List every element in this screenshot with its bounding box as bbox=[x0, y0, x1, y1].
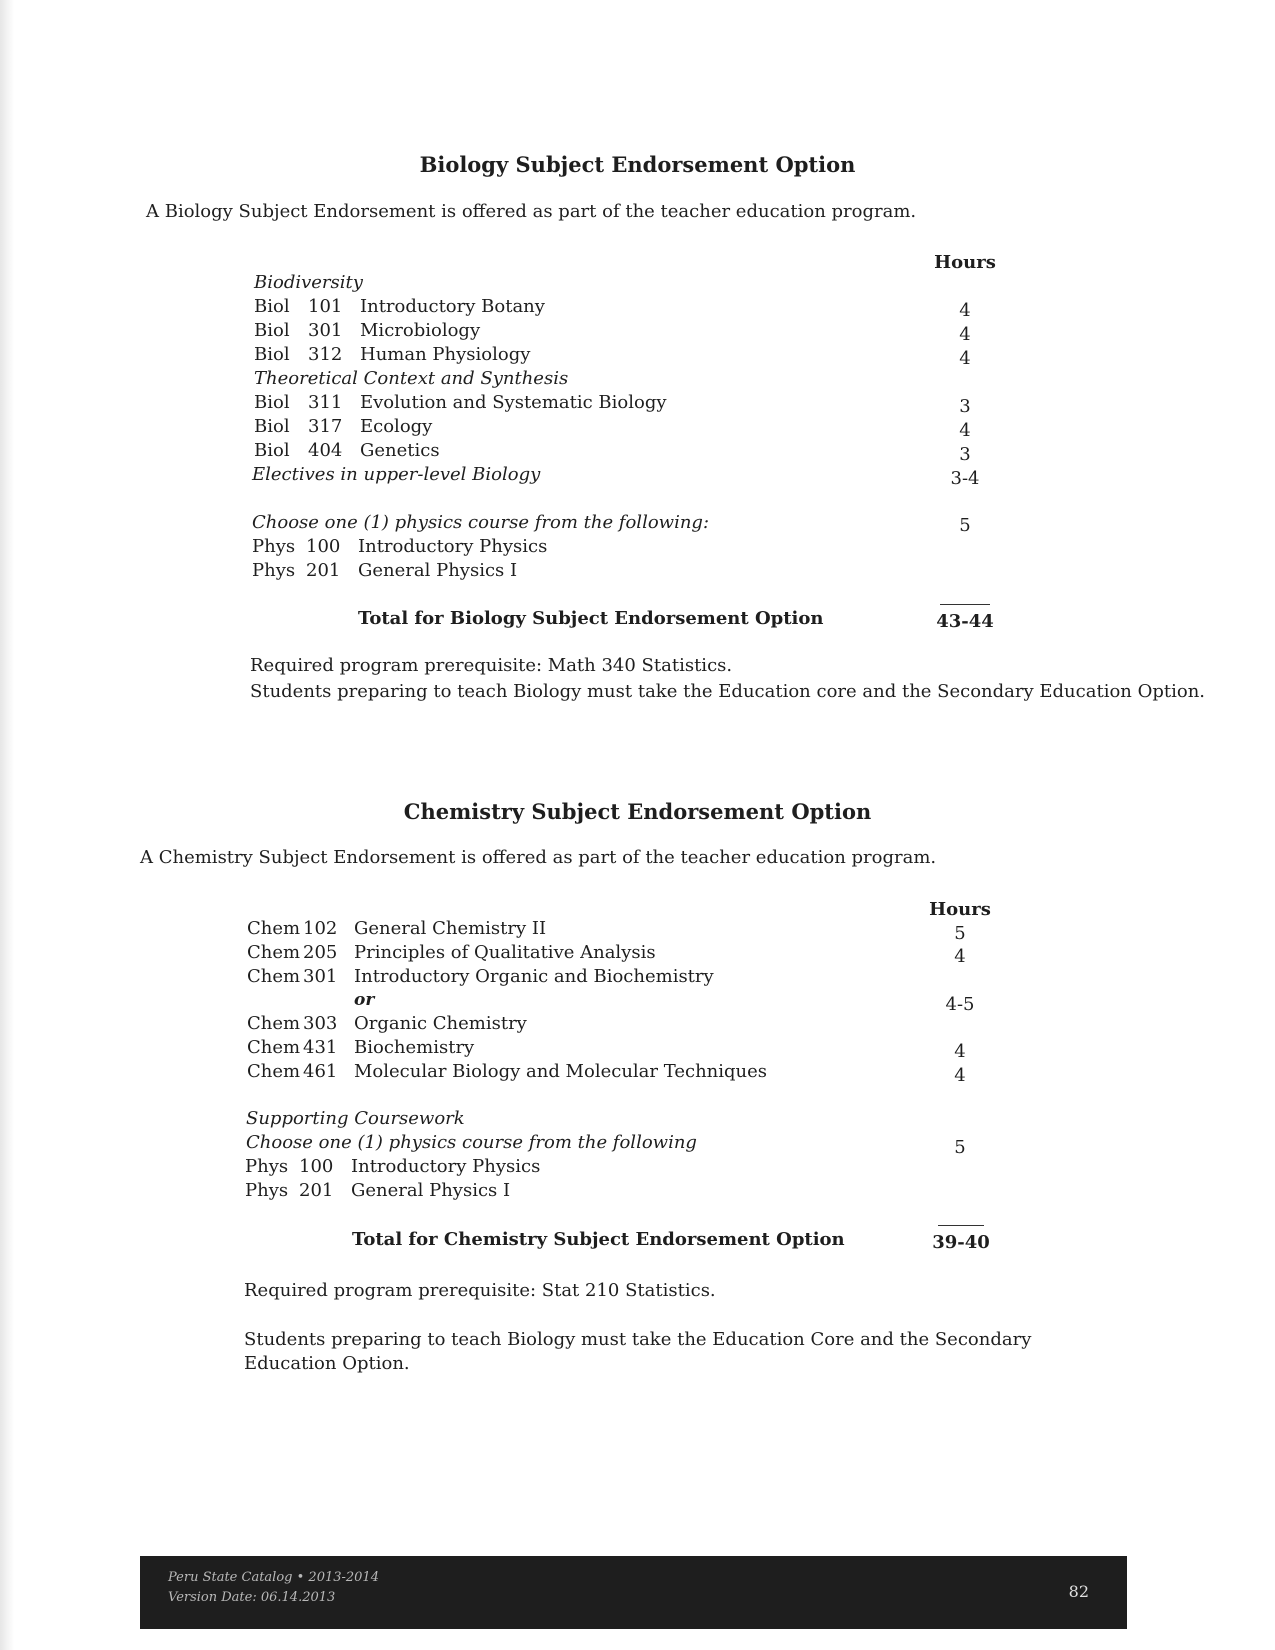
course-dept: Phys bbox=[245, 1156, 289, 1177]
total-rule bbox=[940, 604, 990, 605]
course-hours: 3 bbox=[959, 396, 971, 417]
course-dept: Biol bbox=[254, 440, 290, 461]
course-name: Biochemistry bbox=[354, 1037, 475, 1058]
course-dept: Biol bbox=[254, 344, 290, 365]
course-number: 205 bbox=[303, 942, 338, 963]
course-dept: Phys bbox=[245, 1180, 289, 1201]
course-hours: 4 bbox=[954, 1041, 966, 1062]
course-number: 303 bbox=[303, 1013, 338, 1034]
biology-electives: Electives in upper-level Biology bbox=[252, 464, 541, 485]
course-number: 102 bbox=[303, 918, 338, 939]
course-dept: Phys bbox=[252, 536, 296, 557]
chemistry-title: Chemistry Subject Endorsement Option bbox=[403, 799, 872, 824]
course-number: 201 bbox=[306, 560, 341, 581]
course-name: Microbiology bbox=[360, 320, 481, 341]
course-hours: 5 bbox=[954, 923, 966, 944]
chemistry-choose-physics: Choose one (1) physics course from the following bbox=[246, 1132, 697, 1153]
course-hours: 4 bbox=[959, 324, 971, 345]
course-number: 404 bbox=[308, 440, 343, 461]
course-hours: 3 bbox=[959, 444, 971, 465]
course-name: Introductory Organic and Biochemistry bbox=[354, 966, 714, 987]
course-dept: Biol bbox=[254, 392, 290, 413]
biology-choose-hours: 5 bbox=[959, 515, 971, 536]
course-name: Introductory Physics bbox=[358, 536, 548, 557]
course-number: 312 bbox=[308, 344, 343, 365]
course-dept: Chem bbox=[247, 918, 301, 939]
course-dept: Chem bbox=[247, 1061, 301, 1082]
chemistry-note-education: Students preparing to teach Biology must take the Education Core and the Secondary Education Option. bbox=[244, 1329, 1032, 1374]
course-number: 461 bbox=[303, 1061, 338, 1082]
course-name: Evolution and Systematic Biology bbox=[360, 392, 667, 413]
biology-hours-header: Hours bbox=[934, 252, 996, 273]
course-name: General Chemistry II bbox=[354, 918, 547, 939]
course-hours: 4 bbox=[959, 420, 971, 441]
chemistry-or: or bbox=[354, 990, 375, 1010]
chemistry-choose-hours: 5 bbox=[954, 1137, 966, 1158]
course-number: 201 bbox=[299, 1180, 334, 1201]
course-dept: Chem bbox=[247, 1037, 301, 1058]
footer-catalog-title: Peru State Catalog • 2013-2014 bbox=[168, 1570, 379, 1585]
course-number: 311 bbox=[308, 392, 343, 413]
biology-title: Biology Subject Endorsement Option bbox=[419, 152, 856, 177]
course-number: 101 bbox=[308, 296, 343, 317]
chemistry-or-hours: 4-5 bbox=[945, 994, 975, 1015]
course-dept: Phys bbox=[252, 560, 296, 581]
chemistry-intro: A Chemistry Subject Endorsement is offered as part of the teacher education program. bbox=[140, 847, 937, 868]
biology-note-prerequisite: Required program prerequisite: Math 340 Statistics. bbox=[250, 655, 733, 676]
biology-electives-hours: 3-4 bbox=[950, 468, 980, 489]
biology-group-biodiversity: Biodiversity bbox=[254, 272, 363, 293]
course-name: Molecular Biology and Molecular Techniques bbox=[354, 1061, 768, 1082]
biology-total-label: Total for Biology Subject Endorsement Option bbox=[358, 608, 824, 629]
course-number: 301 bbox=[303, 966, 338, 987]
biology-intro: A Biology Subject Endorsement is offered as part of the teacher education program. bbox=[146, 201, 917, 222]
course-name: Human Physiology bbox=[360, 344, 531, 365]
course-dept: Chem bbox=[247, 1013, 301, 1034]
chemistry-total-label: Total for Chemistry Subject Endorsement Option bbox=[352, 1229, 845, 1250]
course-dept: Chem bbox=[247, 942, 301, 963]
course-dept: Biol bbox=[254, 296, 290, 317]
page-number: 82 bbox=[1068, 1582, 1089, 1601]
chemistry-note-prerequisite: Required program prerequisite: Stat 210 Statistics. bbox=[244, 1280, 716, 1301]
course-number: 317 bbox=[308, 416, 343, 437]
course-hours: 4 bbox=[959, 348, 971, 369]
biology-note-education: Students preparing to teach Biology must take the Education core and the Secondary Education Option. bbox=[250, 681, 1206, 702]
total-rule bbox=[938, 1225, 984, 1226]
course-hours: 4 bbox=[954, 1065, 966, 1086]
page-edge-shadow bbox=[0, 0, 14, 1650]
chemistry-hours-header: Hours bbox=[929, 899, 991, 920]
course-name: Introductory Botany bbox=[360, 296, 545, 317]
course-number: 301 bbox=[308, 320, 343, 341]
biology-total-value: 43-44 bbox=[936, 611, 994, 632]
course-name: Ecology bbox=[360, 416, 433, 437]
course-dept: Chem bbox=[247, 966, 301, 987]
footer-version-date: Version Date: 06.14.2013 bbox=[168, 1590, 336, 1605]
course-name: General Physics I bbox=[358, 560, 518, 581]
biology-group-theory: Theoretical Context and Synthesis bbox=[254, 368, 569, 389]
biology-choose-physics: Choose one (1) physics course from the following: bbox=[252, 512, 710, 533]
course-dept: Biol bbox=[254, 320, 290, 341]
chemistry-supporting: Supporting Coursework bbox=[246, 1108, 465, 1129]
course-name: Principles of Qualitative Analysis bbox=[354, 942, 656, 963]
course-dept: Biol bbox=[254, 416, 290, 437]
course-hours: 4 bbox=[959, 300, 971, 321]
course-name: Genetics bbox=[360, 440, 440, 461]
course-number: 431 bbox=[303, 1037, 338, 1058]
page-footer bbox=[140, 1556, 1127, 1629]
course-name: General Physics I bbox=[351, 1180, 511, 1201]
course-number: 100 bbox=[306, 536, 341, 557]
chemistry-total-value: 39-40 bbox=[932, 1232, 990, 1253]
course-number: 100 bbox=[299, 1156, 334, 1177]
course-hours: 4 bbox=[954, 946, 966, 967]
course-name: Introductory Physics bbox=[351, 1156, 541, 1177]
course-name: Organic Chemistry bbox=[354, 1013, 527, 1034]
